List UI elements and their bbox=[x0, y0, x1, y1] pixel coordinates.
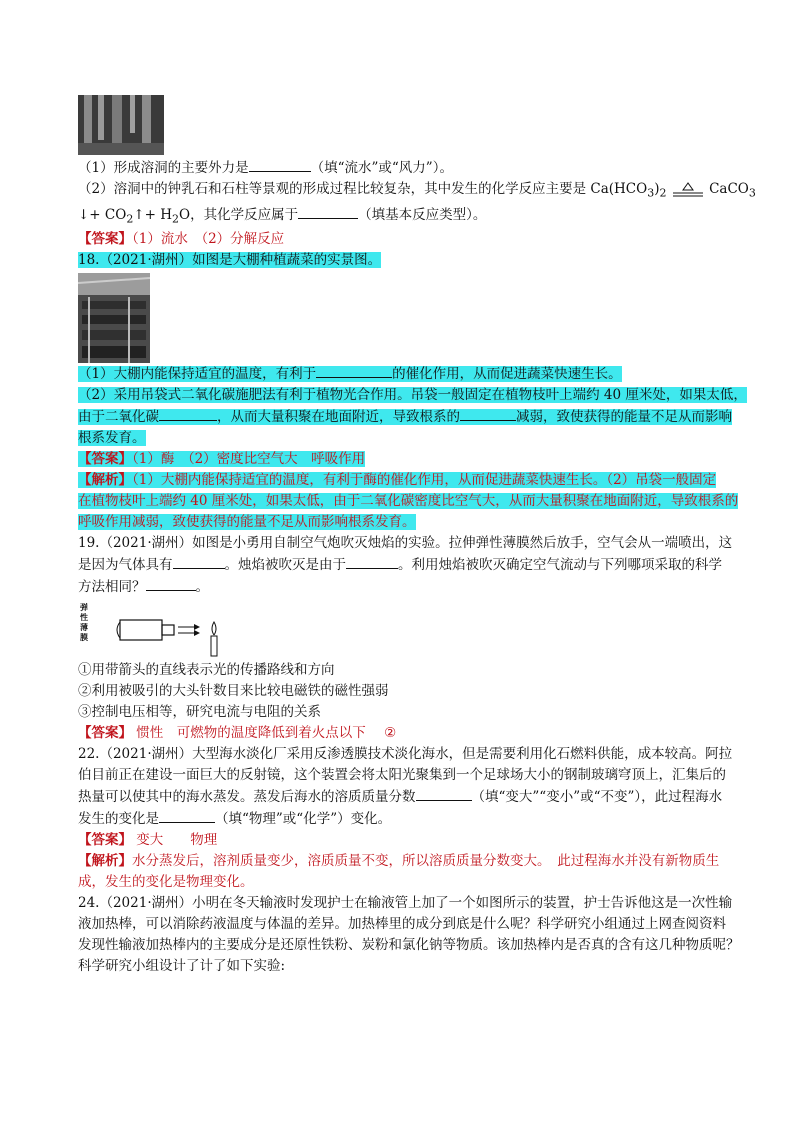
answer-blank[interactable] bbox=[159, 406, 217, 421]
answer-blank[interactable] bbox=[346, 554, 398, 569]
q17-part2-line2: ↓+ $CO_2↑+ H_2O$，其化学反应属于 （填基本反应类型）。 bbox=[78, 204, 710, 230]
q17-part1: （1）形成溶洞的主要外力是 （填“流水”或“风力”）。 bbox=[78, 157, 710, 179]
q18-part2-l3: 根系发育。 bbox=[78, 430, 146, 447]
q22-l2: 伯目前正在建设一面巨大的反射镜，这个装置会将太阳光聚集到一个足球场大小的钢制玻璃穹顶上，汇集后的 bbox=[78, 767, 726, 784]
answer-blank[interactable] bbox=[173, 554, 225, 569]
air-cannon-figure bbox=[78, 602, 710, 660]
q19-option-3: ③控制电压相等，研究电流与电阻的关系 bbox=[78, 704, 321, 721]
answer-blank[interactable] bbox=[298, 204, 358, 219]
q17-part2: （2）溶洞中的钟乳石和石柱等景观的形成过程比较复杂，其中发生的化学反应主要是 $Ca(HCO_3)_2$ CaCO$_3$ bbox=[78, 181, 756, 200]
answer-blank[interactable] bbox=[159, 808, 215, 823]
q19-l2: 是因为气体具有 。烛焰被吹灭是由于 。利用烛焰被吹灭确定空气流动与下列哪项采取的科学 bbox=[78, 554, 710, 576]
q19-option-2: ②利用被吸引的大头针数目来比较电磁铁的磁性强弱 bbox=[78, 683, 389, 700]
q18-part1: （1）大棚内能保持适宜的温度，有利于 的催化作用，从而促进蔬菜快速生长。 bbox=[78, 363, 710, 385]
cave-photo bbox=[78, 95, 164, 155]
q24-l4: 科学研究小组设计了计了如下实验: bbox=[78, 958, 286, 975]
q19-answer: 【答案】 惯性 可燃物的温度降低到着火点以下 ② bbox=[78, 725, 397, 742]
elastic-membrane-label: 弹性薄膜 bbox=[80, 602, 88, 643]
q18-title: 18.（2021·湖州）如图是大棚种植蔬菜的实景图。 bbox=[78, 252, 382, 269]
q18-part2-l2: 由于二氧化碳 ，从而大量积聚在地面附近，导致根系的 减弱，致使获得的能量不足从而影响 bbox=[78, 406, 710, 428]
q24-l3: 发现性输液加热棒内的主要成分是还原性铁粉、炭粉和氯化钠等物质。该加热棒内是否真的含有这几种物质呢？ bbox=[78, 937, 740, 954]
q18-analysis-l2: 在植物枝叶上端约 40 厘米处，如果太低，由于二氧化碳密度比空气大，从而大量积聚在地面附近，导致根系的 bbox=[78, 493, 739, 510]
q24-l1: 24.（2021·湖州）小明在冬天输液时发现护士在输液管上加了一个如图所示的装置，护士告诉他这是一次性输 bbox=[78, 895, 733, 912]
greenhouse-photo bbox=[78, 273, 150, 363]
q22-analysis-l1: 【解析】水分蒸发后，溶剂质量变少，溶质质量不变，所以溶质质量分数变大。 此过程海水并没有新物质生 bbox=[78, 853, 720, 870]
q22-l3: 热量可以使其中的海水蒸发。蒸发后海水的溶质质量分数 （填“变大”“变小”或“不变”），此过程海水 bbox=[78, 786, 710, 808]
q17-answer: 【答案】（1）流水 （2）分解反应 bbox=[78, 231, 285, 248]
q19-option-1: ①用带箭头的直线表示光的传播路线和方向 bbox=[78, 662, 335, 679]
q18-analysis-l1: 【解析】（1）大棚内能保持适宜的温度，有利于酶的催化作用，从而促进蔬菜快速生长。（2）吊袋一般固定 bbox=[78, 472, 717, 489]
q19-l1: 19.（2021·湖州）如图是小勇用自制空气炮吹灭烛焰的实验。拉伸弹性薄膜然后放手，空气会从一端喷出，这 bbox=[78, 535, 733, 552]
q22-l1: 22.（2021·湖州）大型海水淡化厂采用反渗透膜技术淡化海水，但是需要利用化石燃料供能，成本较高。阿拉 bbox=[78, 746, 733, 763]
answer-blank[interactable] bbox=[460, 406, 516, 421]
document-page bbox=[78, 95, 756, 977]
q18-answer: 【答案】（1）酶 （2）密度比空气大 呼吸作用 bbox=[78, 451, 366, 468]
q18-part2-l1: （2）采用吊袋式二氧化碳施肥法有利于植物光合作用。吊袋一般固定在植物枝叶上端约 40 厘米处，如果太低， bbox=[78, 387, 747, 404]
answer-blank[interactable] bbox=[249, 157, 311, 172]
heat-arrow-icon bbox=[671, 182, 705, 198]
answer-blank[interactable] bbox=[416, 786, 472, 801]
q22-l4: 发生的变化是 （填“物理”或“化学”）变化。 bbox=[78, 808, 710, 830]
q18-analysis-l3: 呼吸作用减弱，致使获得的能量不足从而影响根系发育。 bbox=[78, 514, 416, 531]
answer-blank[interactable] bbox=[146, 576, 196, 591]
q24-l2: 液加热棒，可以消除药液温度与体温的差异。加热棒里的成分到底是什么呢？科学研究小组通过上网查阅资料 bbox=[78, 916, 726, 933]
q19-l3: 方法相同？ 。 bbox=[78, 576, 710, 598]
q22-analysis-l2: 成，发生的变化是物理变化。 bbox=[78, 874, 254, 891]
air-cannon-drawing bbox=[94, 602, 254, 660]
answer-blank[interactable] bbox=[316, 363, 392, 378]
q22-answer: 【答案】 变大 物理 bbox=[78, 832, 218, 849]
